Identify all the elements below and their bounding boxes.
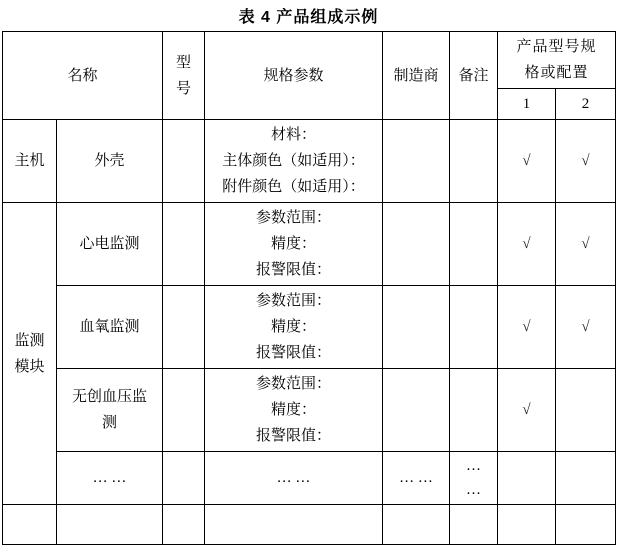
cell-manufacturer: [383, 505, 450, 545]
cell-remark: [450, 286, 498, 369]
cell-manufacturer: … …: [383, 452, 450, 505]
header-spec: [205, 32, 383, 120]
cell-group-label: 监测模块: [14, 332, 45, 375]
cell-model: [163, 505, 205, 545]
cell-spec: 参数范围： 精度： 报警限值：: [205, 203, 383, 286]
header-config-label: 产品型号规格或配置: [516, 39, 597, 81]
cell-group: 主机: [3, 120, 57, 203]
cell-config-2: [556, 452, 616, 505]
cell-spec: [205, 505, 383, 545]
cell-manufacturer: [383, 120, 450, 203]
cell-remark: [450, 505, 498, 545]
cell-config-2: [556, 505, 616, 545]
cell-name: [57, 369, 163, 452]
header-config-col-1: 1: [498, 89, 556, 120]
header-spec-label: 规格参数: [263, 67, 324, 84]
cell-config-1: √: [498, 286, 556, 369]
cell-manufacturer: [383, 203, 450, 286]
header-name: [3, 32, 163, 120]
cell-remark: [450, 369, 498, 452]
header-name-label: 名称: [67, 67, 98, 84]
table-row: [3, 369, 616, 452]
cell-config-1: √: [498, 369, 556, 452]
table-row-clipped: [3, 505, 616, 545]
cell-model: [163, 369, 205, 452]
cell-spec: 参数范围： 精度： 报警限值：: [205, 369, 383, 452]
cell-config-1: [498, 452, 556, 505]
cell-remark-label: … …: [466, 458, 482, 498]
header-manufacturer-label: 制造商: [393, 67, 439, 84]
cell-model: [163, 120, 205, 203]
cell-spec: … …: [205, 452, 383, 505]
header-manufacturer: [383, 32, 450, 120]
cell-spec: 材料： 主体颜色（如适用）： 附件颜色（如适用）：: [205, 120, 383, 203]
cell-name: 心电监测: [57, 203, 163, 286]
cell-config-1: √: [498, 120, 556, 203]
cell-config-2: [556, 369, 616, 452]
cell-remark: [450, 120, 498, 203]
cell-group: [3, 203, 57, 505]
cell-config-2: √: [556, 286, 616, 369]
header-remark: [450, 32, 498, 120]
table-row: [3, 286, 616, 369]
header-config-col-2: 2: [556, 89, 616, 120]
cell-spec: 参数范围： 精度： 报警限值：: [205, 286, 383, 369]
header-config-group: [498, 32, 616, 89]
cell-manufacturer: [383, 286, 450, 369]
table-title: 表 4 产品组成示例: [238, 9, 379, 26]
product-composition-table: [2, 31, 616, 545]
cell-remark: [450, 203, 498, 286]
cell-config-1: √: [498, 203, 556, 286]
cell-name-label: 无创血压监测: [71, 389, 147, 431]
cell-model: [163, 286, 205, 369]
cell-group: [3, 505, 57, 545]
cell-model: [163, 452, 205, 505]
header-model-label: 型号: [176, 54, 192, 97]
cell-remark: [450, 452, 498, 505]
cell-config-1: [498, 505, 556, 545]
cell-name: 血氧监测: [57, 286, 163, 369]
cell-manufacturer: [383, 369, 450, 452]
header-model: [163, 32, 205, 120]
table-row: [3, 452, 616, 505]
cell-config-2: √: [556, 203, 616, 286]
cell-name: [57, 505, 163, 545]
header-row-main: [3, 32, 616, 89]
table-row: [3, 203, 616, 286]
cell-name: 外壳: [57, 120, 163, 203]
table-row: [3, 120, 616, 203]
cell-model: [163, 203, 205, 286]
header-remark-label: 备注: [458, 67, 489, 84]
cell-name: … …: [57, 452, 163, 505]
cell-config-2: √: [556, 120, 616, 203]
